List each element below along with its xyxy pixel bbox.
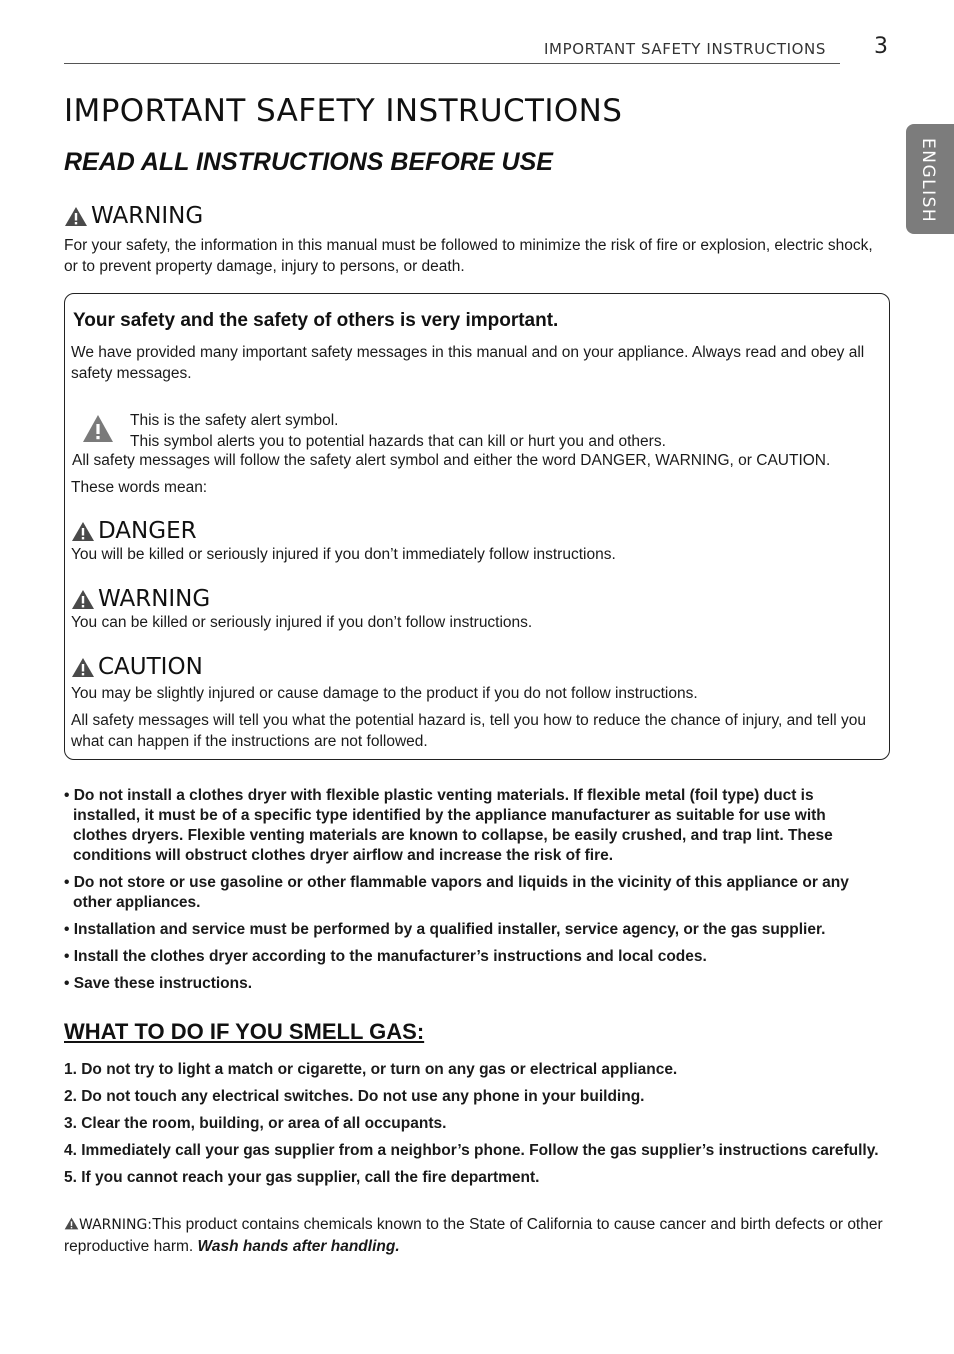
running-header: IMPORTANT SAFETY INSTRUCTIONS: [544, 40, 826, 58]
words-mean-text: These words mean:: [71, 479, 208, 496]
list-item: 3. Clear the room, building, or area of all occupants.: [64, 1115, 447, 1132]
warning-triangle-icon: [71, 589, 95, 610]
danger-text: You will be killed or seriously injured if you don’t immediately follow instructions.: [71, 546, 616, 563]
top-warning-label: WARNING: [91, 203, 204, 229]
caution-label: CAUTION: [98, 654, 203, 680]
language-tab-label: ENGLISH: [918, 138, 938, 224]
danger-triangle-icon: [71, 521, 95, 542]
top-warning-text: For your safety, the information in this manual must be followed to minimize the risk of fire or explosion, electric shock, or to prevent property damage, injury to persons, or death.: [64, 237, 873, 275]
list-item: 1. Do not try to light a match or cigarette, or turn on any gas or electrical appliance.: [64, 1061, 678, 1078]
closing-text: All safety messages will tell you what the potential hazard is, tell you how to reduce the chance of injury, and tell you what can happen if the instructions are not followed.: [71, 712, 866, 750]
gas-steps-list: [64, 1060, 904, 1195]
wash-hands-emphasis: Wash hands after handling.: [197, 1238, 400, 1255]
list-item: 5. If you cannot reach your gas supplier, call the fire department.: [64, 1169, 540, 1186]
safety-box-heading: Your safety and the safety of others is very important.: [73, 310, 559, 331]
warning-text: You can be killed or seriously injured if you don’t follow instructions.: [71, 614, 533, 631]
danger-heading: [71, 518, 197, 544]
california-warning-text: This product contains chemicals known to the State of California to cause cancer and birth defects or other reproductive harm.: [64, 1216, 883, 1255]
safety-bullet-list: [64, 786, 884, 1001]
list-item: • Do not store or use gasoline or other flammable vapors and liquids in the vicinity of this appliance or any other appliances.: [64, 874, 849, 911]
california-warning-label: WARNING:: [79, 1217, 153, 1233]
warning-label: WARNING: [98, 586, 211, 612]
page-subtitle: READ ALL INSTRUCTIONS BEFORE USE: [64, 148, 553, 176]
symbol-description-line1: This is the safety alert symbol.: [130, 412, 339, 429]
california-warning: [64, 1214, 894, 1257]
top-warning-heading: [64, 203, 203, 229]
list-item: • Install the clothes dryer according to the manufacturer’s instructions and local codes.: [64, 948, 707, 965]
page-number: 3: [874, 34, 888, 59]
list-item: • Installation and service must be performed by a qualified installer, service agency, or the gas supplier.: [64, 921, 826, 938]
warning-triangle-icon: [64, 1217, 79, 1230]
header-divider: [64, 63, 840, 64]
follow-symbol-text: All safety messages will follow the safety alert symbol and either the word DANGER, WARNING, or CAUTION.: [72, 452, 831, 469]
caution-heading: [71, 654, 203, 680]
warning-heading: [71, 586, 210, 612]
list-item: • Save these instructions.: [64, 975, 253, 992]
caution-triangle-icon: [71, 657, 95, 678]
language-tab: [906, 124, 954, 234]
caution-text: You may be slightly injured or cause damage to the product if you do not follow instructions.: [71, 685, 698, 702]
warning-triangle-icon: [64, 206, 88, 227]
safety-box-intro: We have provided many important safety messages in this manual and on your appliance. Always read and obey all safety messages.: [71, 344, 865, 382]
page-title: IMPORTANT SAFETY INSTRUCTIONS: [64, 93, 623, 129]
gas-section-title: WHAT TO DO IF YOU SMELL GAS:: [64, 1019, 425, 1044]
symbol-description-line2: This symbol alerts you to potential hazards that can kill or hurt you and others.: [130, 433, 666, 450]
list-item: • Do not install a clothes dryer with flexible plastic venting materials. If flexible metal (foil type) duct is installed, it must be of a specific type identified by the appliance manufacturer as suitable for use with clothes dryers. Flexible venting materials are known to collapse, be easily crushed, and trap lint. These conditions will obstruct clothes dryer airflow and increase the risk of fire.: [64, 787, 833, 864]
danger-label: DANGER: [98, 518, 197, 544]
safety-alert-symbol-icon: [82, 414, 114, 443]
list-item: 4. Immediately call your gas supplier from a neighbor’s phone. Follow the gas supplier’s instructions carefully.: [64, 1142, 879, 1159]
list-item: 2. Do not touch any electrical switches. Do not use any phone in your building.: [64, 1088, 645, 1105]
